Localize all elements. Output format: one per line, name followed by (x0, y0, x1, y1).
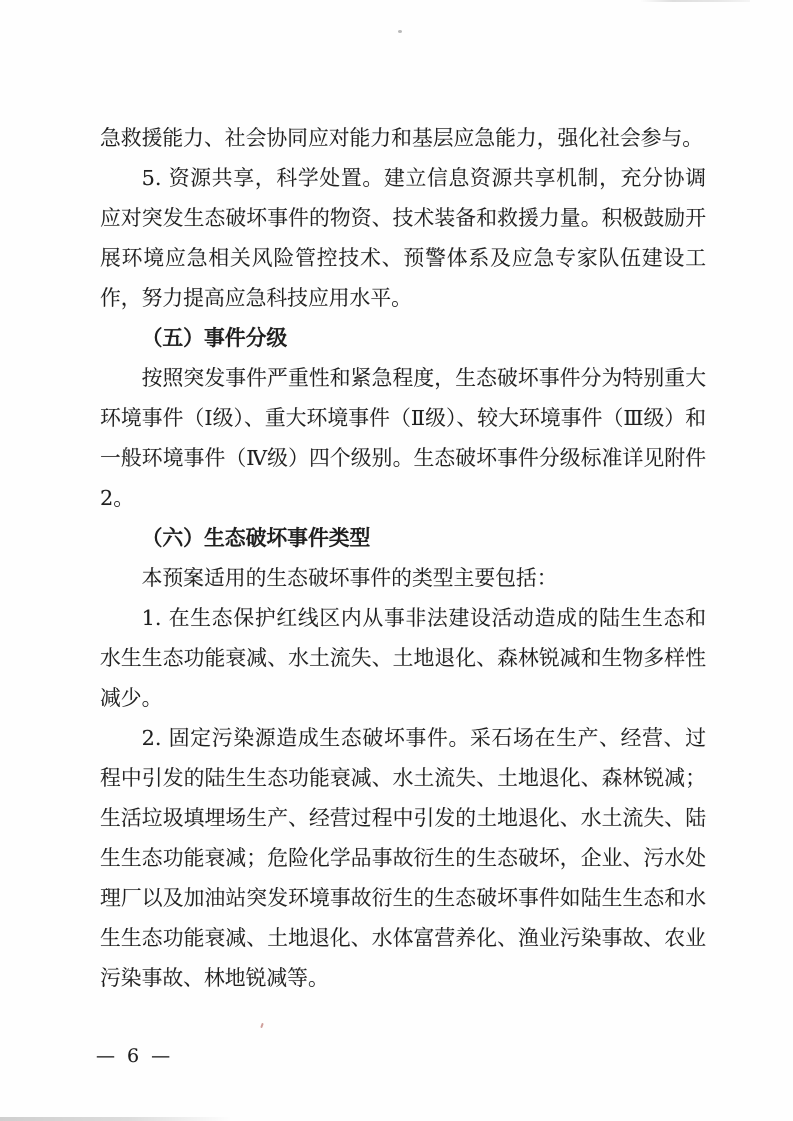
section-heading-6: （六）生态破坏事件类型 (141, 525, 371, 550)
paragraph-types-intro: 本预案适用的生态破坏事件的类型主要包括： (141, 566, 558, 590)
paragraph-item-5: 5. 资源共享，科学处置。建立信息资源共享机制，充分协调应对突发生态破坏事件的物资、技术装备和救援力量。积极鼓励开展环境应急相关风险管控技术、预警体系及应急专家队伍建设工作，努力提高应急科技应用水平。 (100, 166, 706, 310)
paragraph-type-1: 1. 在生态保护红线区内从事非法建设活动造成的陆生生态和水生生态功能衰减、水土流失、土地退化、森林锐减和生物多样性减少。 (100, 606, 706, 710)
scan-smudge-bottom-edge (0, 1117, 232, 1121)
scan-smudge-top-edge (640, 0, 750, 2)
section-heading-5: （五）事件分级 (141, 325, 288, 350)
paragraph-type-2: 2. 固定污染源造成生态破坏事件。采石场在生产、经营、过程中引发的陆生生态功能衰减、水土流失、土地退化、森林锐减；生活垃圾填埋场生产、经营过程中引发的土地退化、水土流失、陆生生态功能衰减；危险化学品事故衍生的生态破坏，企业、污水处理厂以及加油站突发环境事故衍生的生态破坏事件如陆生生态和水生生态功能衰减、土地退化、水体富营养化、渔业污染事故、农业污染事故、林地锐减等。 (100, 726, 706, 990)
document-body (100, 118, 706, 998)
scan-speck (398, 30, 402, 33)
page-number: — 6 — (96, 1045, 174, 1067)
paragraph-continuation: 急救援能力、社会协同应对能力和基层应急能力，强化社会参与。 (100, 126, 704, 150)
paragraph-grading: 按照突发事件严重性和紧急程度，生态破坏事件分为特别重大环境事件（Ⅰ级）、重大环境事件（Ⅱ级）、较大环境事件（Ⅲ级）和一般环境事件（Ⅳ级）四个级别。生态破坏事件分级标准详见附件 2。 (100, 366, 706, 510)
scan-speck-red (260, 1023, 264, 1028)
